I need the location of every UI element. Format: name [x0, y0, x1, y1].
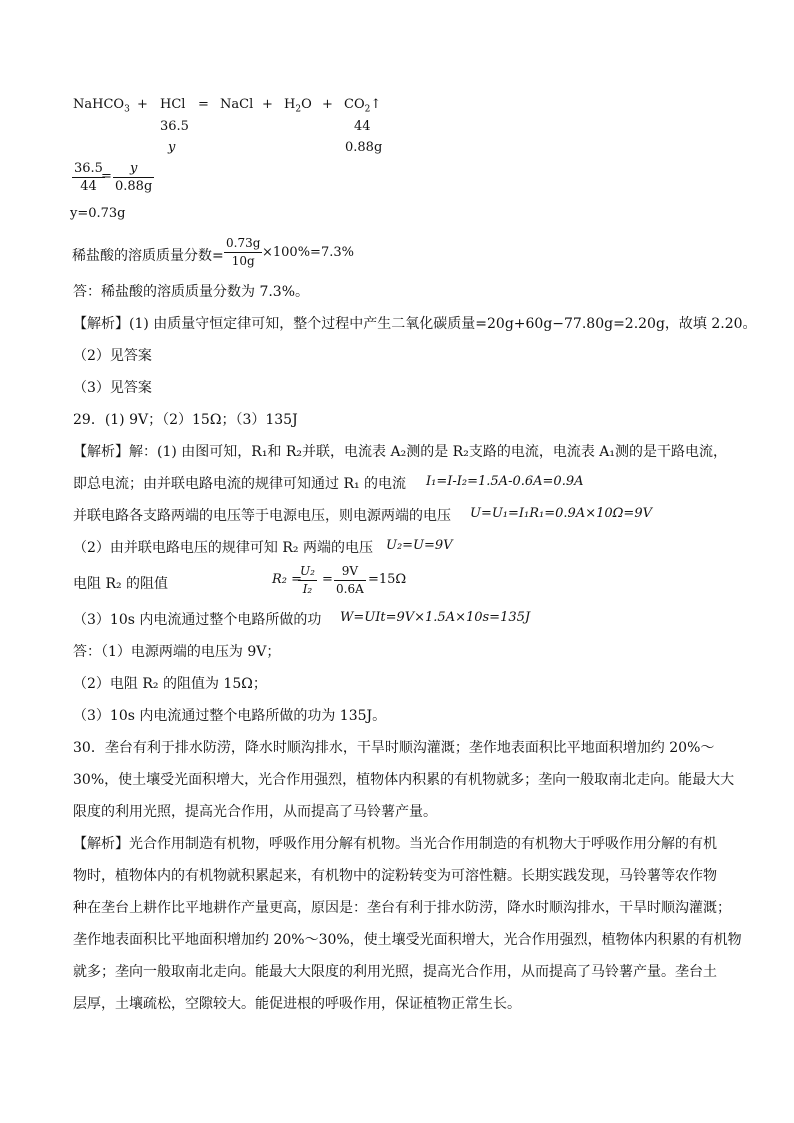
analysis-tag: 【解析】: [73, 444, 129, 460]
q30-line2: 30%，使土壤受光面积增大，光合作用强烈，植物体内积累的有机物就多；垄向一般取南北走向。能最大大: [73, 772, 735, 788]
q30-analysis-6: 层厚，土壤疏松，空隙较大。能促进根的呼吸作用，保证植物正常生长。: [73, 996, 521, 1012]
q30-analysis-4: 垄作地表面积比平地面积增加约 20%～30%，使土壤受光面积增大，光合作用强烈，植物体内积累的有机物: [73, 932, 742, 948]
product-nacl: NaCl: [220, 97, 254, 112]
co2-molar-mass: 44: [354, 119, 371, 134]
analysis-28-line2: （2）见答案: [73, 348, 152, 364]
q29-line3: 并联电路各支路两端的电压等于电源电压，则电源两端的电压: [73, 508, 451, 524]
plus-sign: +: [262, 97, 273, 112]
q29-current-formula: I₁=I-I₂=1.5A-0.6A=0.9A: [426, 474, 584, 489]
hcl-molar-mass: 36.5: [160, 119, 189, 134]
analysis-tag: 【解析】: [73, 836, 129, 852]
analysis-tag: 【解析】: [73, 316, 129, 332]
equation-line: [73, 97, 130, 115]
equals-sign: =: [198, 97, 209, 112]
q29-r2-label: R₂ =: [272, 572, 303, 587]
q30-analysis-1: 【解析】光合作用制造有机物，呼吸作用分解有机物。当光合作用制造的有机物大于呼吸作用分解的有机: [73, 836, 717, 852]
q29-voltage-formula: U=U₁=I₁R₁=0.9A×10Ω=9V: [470, 506, 652, 521]
ratio-equals: =: [101, 169, 112, 184]
q29-line4: （2）由并联电路电压的规律可知 R₂ 两端的电压: [73, 540, 373, 556]
q29-line2: 即总电流；由并联电路电流的规律可知通过 R₁ 的电流: [73, 476, 407, 492]
q29-line5: 电阻 R₂ 的阻值: [73, 576, 169, 592]
q29-line6: （3）10s 内电流通过整个电路所做的功: [73, 612, 322, 628]
q29-line1: 【解析】解：(1) 由图可知，R₁和 R₂并联，电流表 A₂测的是 R₂支路的电流，电流表 A₁测的是干路电流，: [73, 444, 727, 460]
q30-analysis-2: 物时，植物体内的有机物就积累起来，有机物中的淀粉转变为可溶性糖。长期实践发现，马铃薯等农作物: [73, 868, 717, 884]
plus-sign: +: [137, 97, 148, 112]
ratio-left-fraction: 36.5 44: [74, 161, 103, 194]
q29-answer-1: 答：（1）电源两端的电压为 9V；: [73, 644, 281, 660]
q29-answer: 29．(1) 9V；（2）15Ω；（3）135J: [73, 412, 298, 428]
analysis-28-line3: （3）见答案: [73, 380, 152, 396]
answer-28: 答：稀盐酸的溶质质量分数为 7.3%。: [73, 284, 310, 300]
q29-answer-3: （3）10s 内电流通过整个电路所做的功为 135J。: [73, 708, 387, 724]
q29-fraction-ui: U₂ I₂: [300, 564, 315, 596]
co2-given-mass: 0.88g: [345, 140, 383, 155]
reactant-nahco3: NaHCO$_3$: [73, 97, 130, 115]
q29-fraction-values: 9V 0.6A: [336, 564, 364, 596]
q30-line1: 30．垄台有利于排水防涝，降水时顺沟排水，干旱时顺沟灌溉；垄作地表面积比平地面积增加约 20%～: [73, 740, 715, 756]
y-result: y=0.73g: [70, 206, 126, 221]
reactant-hcl: HCl: [160, 97, 186, 112]
hcl-unknown: y: [168, 140, 176, 155]
concentration-suffix: ×100%=7.3%: [262, 245, 354, 260]
q30-analysis-5: 就多；垄向一般取南北走向。能最大大限度的利用光照，提高光合作用，从而提高了马铃薯产量。垄台土: [73, 964, 717, 980]
concentration-fraction: 0.73g 10g: [226, 236, 261, 268]
product-h2o: $H_2O$: [284, 97, 312, 115]
q29-frac-equals: =: [322, 572, 333, 587]
q29-work-formula: W=UIt=9V×1.5A×10s=135J: [340, 610, 531, 625]
ratio-right-fraction: y 0.88g: [115, 161, 153, 194]
q30-analysis-3: 种在垄台上耕作比平地耕作产量更高，原因是：垄台有利于排水防涝，降水时顺沟排水，干旱时顺沟灌溉；: [73, 900, 731, 916]
q29-r2-voltage: U₂=U=9V: [386, 538, 453, 553]
q29-resistance-result: =15Ω: [368, 572, 407, 587]
q29-answer-2: （2）电阻 R₂ 的阻值为 15Ω；: [73, 676, 267, 692]
analysis-28-line1: 【解析】(1) 由质量守恒定律可知，整个过程中产生二氧化碳质量=20g+60g−77.80g=2.20g，故填 2.20。: [73, 316, 757, 332]
concentration-prefix: 稀盐酸的溶质质量分数=: [72, 248, 224, 264]
q30-line3: 限度的利用光照，提高光合作用，从而提高了马铃薯产量。: [73, 804, 437, 820]
product-co2: $CO_2↑$: [344, 97, 382, 115]
plus-sign: +: [322, 97, 333, 112]
